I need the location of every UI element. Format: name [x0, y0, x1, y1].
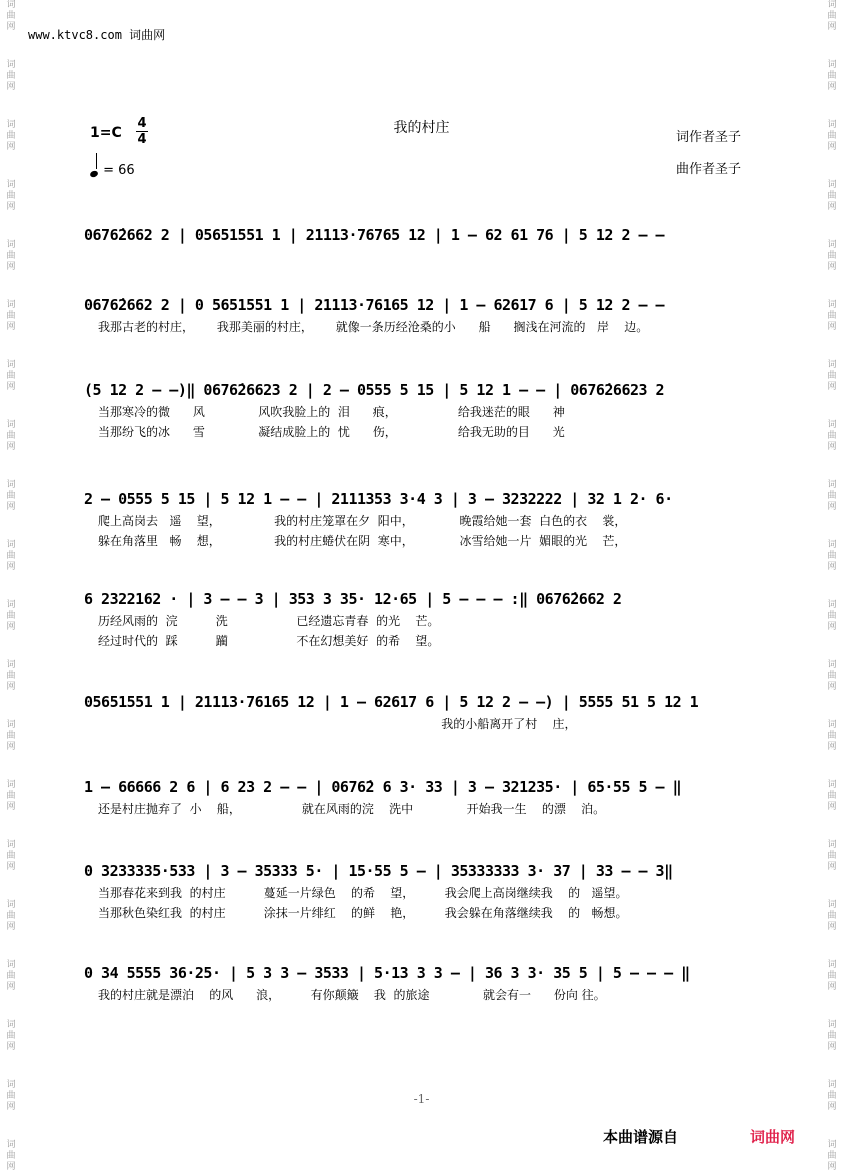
lyric-line: 当那纷飞的冰 雪 凝结成脸上的 忧 伤， 给我无助的目 光	[98, 425, 565, 439]
notation-line: 6 2322162 · | 3 — — 3 | 353 3 35· 12·65 | 5 — — — :‖ 0676̇2662 2	[84, 590, 622, 608]
watermark-text: 词曲网	[6, 480, 16, 512]
watermark-text: 词曲网	[827, 180, 837, 212]
watermark-text: 词曲网	[827, 840, 837, 872]
lyric-line: 我的村庄就是漂泊 的风 浪， 有你颠簸 我 的旅途 就会有一 份向 往。	[98, 988, 606, 1002]
left-watermark-strip	[0, 0, 22, 1172]
watermark-text: 词曲网	[6, 0, 16, 32]
watermark-text: 词曲网	[6, 840, 16, 872]
watermark-text: 词曲网	[6, 360, 16, 392]
watermark-text: 词曲网	[6, 180, 16, 212]
source-label: 本曲谱源自	[603, 1128, 679, 1146]
watermark-text: 词曲网	[6, 540, 16, 572]
watermark-text: 词曲网	[827, 360, 837, 392]
song-title: 我的村庄	[393, 120, 450, 136]
watermark-text: 词曲网	[827, 120, 837, 152]
watermark-text: 词曲网	[827, 1020, 837, 1052]
watermark-text: 词曲网	[827, 540, 837, 572]
watermark-text: 词曲网	[6, 420, 16, 452]
notation-line: 2 — 0555 5 15 | 5 12 1 — — | 2111353 3·4 3 | 3 — 3232222 | 32 1 2· 6·	[84, 490, 673, 508]
notation-line: 0 34 5555 36·25· | 5 3 3 — 3533 | 5·13 3 3 — | 36 3 3· 35 5 | 5 — — — ‖	[84, 964, 690, 982]
lyric-line: 历经风雨的 浣 洗 已经遗忘青春 的光 芒。	[98, 614, 440, 628]
watermark-text: 词曲网	[827, 0, 837, 32]
time-signature-bottom: 4	[137, 132, 147, 147]
watermark-text: 词曲网	[827, 1080, 837, 1112]
lyric-line: 躲在角落里 畅 想， 我的村庄蜷伏在阴 寒中， 冰雪给她一片 媚眼的光 芒，	[98, 534, 627, 548]
watermark-text: 词曲网	[827, 900, 837, 932]
watermark-text: 词曲网	[6, 1080, 16, 1112]
right-watermark-strip	[821, 0, 843, 1172]
lyricist: 词作者圣子	[676, 130, 742, 145]
watermark-text: 词曲网	[827, 1140, 837, 1172]
tempo-mark	[90, 158, 135, 178]
site-url[interactable]: www.ktvc8.com 词曲网	[28, 28, 166, 42]
watermark-text: 词曲网	[6, 120, 16, 152]
watermark-text: 词曲网	[827, 780, 837, 812]
watermark-text: 词曲网	[6, 660, 16, 692]
notation-line: 0676̇2662 2 | 0 5651551 1 | 21113·76165 12 | 1 — 62617 6 | 5 12 2 — —	[84, 296, 665, 314]
watermark-text: 词曲网	[827, 960, 837, 992]
watermark-text: 词曲网	[827, 480, 837, 512]
notation-line: 0676̇2662 2 | 05651551 1 | 21113·76765 12 | 1 — 62 61 76 | 5 12 2 — —	[84, 226, 665, 244]
watermark-text: 词曲网	[6, 780, 16, 812]
notation-line: 05651551 1 | 21113·76165 12 | 1 — 62617 6 | 5 12 2 — —) | 5555 51 5 12 1	[84, 693, 699, 711]
watermark-text: 词曲网	[827, 240, 837, 272]
watermark-text: 词曲网	[827, 660, 837, 692]
watermark-text: 词曲网	[6, 1020, 16, 1052]
key-signature: 1=C	[90, 125, 122, 141]
watermark-text: 词曲网	[6, 1140, 16, 1172]
time-signature	[136, 116, 148, 147]
lyric-line: 我那古老的村庄， 我那美丽的村庄， 就像一条历经沧桑的小 船 搁浅在河流的 岸 边。	[98, 320, 649, 334]
watermark-text: 词曲网	[6, 600, 16, 632]
notation-line: 0 3233335·533 | 3 — 35333 5· | 15·55 5 — | 35333333 3· 37 | 33 — — 3‖	[84, 862, 673, 880]
lyric-line: 我的小船离开了村 庄，	[98, 717, 577, 731]
watermark-text: 词曲网	[827, 300, 837, 332]
watermark-text: 词曲网	[6, 240, 16, 272]
watermark-text: 词曲网	[6, 900, 16, 932]
notation-line: 1 — 66666 2 6 | 6 23 2 — — | 0676̇2 6 3· 33 | 3 — 321235· | 65·55 5 — ‖	[84, 778, 682, 796]
watermark-text: 词曲网	[827, 420, 837, 452]
quarter-note-icon	[89, 170, 99, 178]
lyric-line: 爬上高岗去 遥 望， 我的村庄笼罩在夕 阳中， 晚霞给她一套 白色的衣 裳，	[98, 514, 627, 528]
lyric-line: 当那寒冷的微 风 风吹我脸上的 泪 痕， 给我迷茫的眼 神	[98, 405, 565, 419]
watermark-text: 词曲网	[6, 300, 16, 332]
time-signature-top: 4	[137, 116, 147, 131]
watermark-text: 词曲网	[6, 960, 16, 992]
notation-line: (5 12 2 — —)‖ 0676̇26623 2 | 2 — 0555 5 15 | 5 12 1 — — | 0676̇26623 2	[84, 381, 665, 399]
lyric-line: 当那秋色染红我 的村庄 涂抹一片绯红 的鲜 艳， 我会躲在角落继续我 的 畅想。	[98, 906, 628, 920]
watermark-text: 词曲网	[827, 600, 837, 632]
note-stem	[96, 153, 97, 169]
watermark-text: 词曲网	[6, 720, 16, 752]
page-number: -1-	[413, 1092, 430, 1106]
watermark-text: 词曲网	[6, 60, 16, 92]
lyric-line: 当那春花来到我 的村庄 蔓延一片绿色 的希 望， 我会爬上高岗继续我 的 遥望。	[98, 886, 628, 900]
watermark-text: 词曲网	[827, 720, 837, 752]
watermark-text: 词曲网	[827, 60, 837, 92]
brand-logo[interactable]: 词曲网	[750, 1128, 796, 1146]
lyric-line: 还是村庄抛弃了 小 船， 就在风雨的浣 洗中 开始我一生 的漂 泊。	[98, 802, 606, 816]
composer: 曲作者圣子	[676, 162, 742, 177]
lyric-line: 经过时代的 踩 躏 不在幻想美好 的希 望。	[98, 634, 440, 648]
tempo-value: = 66	[103, 163, 135, 178]
